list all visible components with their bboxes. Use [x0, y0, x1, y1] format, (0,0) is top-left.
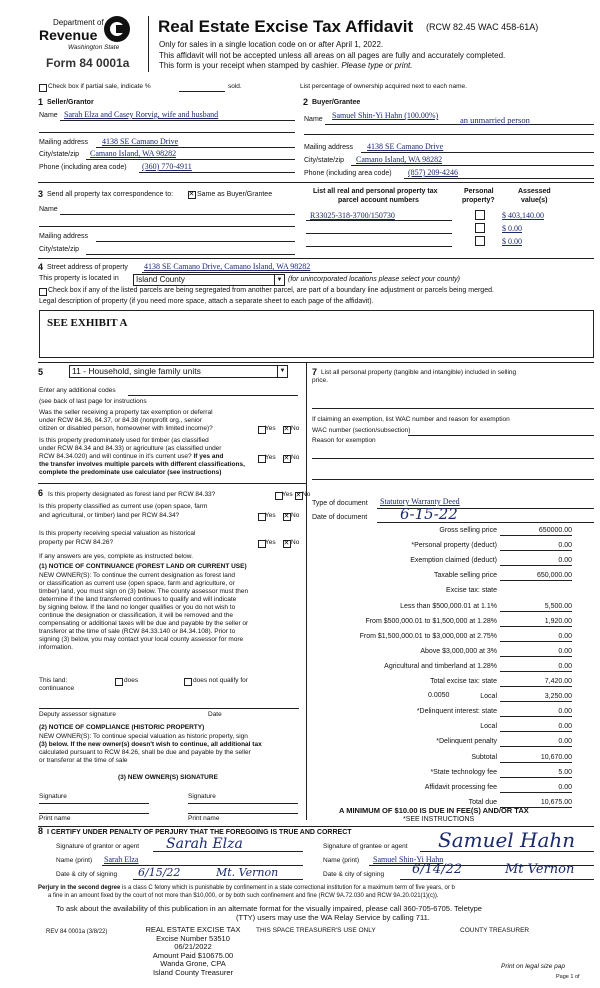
buyer-mail-line	[361, 152, 594, 153]
stamp-line: Wanda Grone, CPA	[160, 959, 226, 968]
tax-row-label: Total due	[468, 799, 497, 806]
section-7-number: 7	[312, 367, 318, 377]
page-number: Page 1 of	[556, 974, 580, 980]
exemption-no-label: No	[291, 425, 300, 432]
notice-compliance-line: (3) below. If the new owner(s) doesn't wish to continue, all additional tax	[39, 741, 262, 748]
add-codes-label: Enter any additional codes	[39, 387, 116, 394]
seller-name-label: Name	[39, 112, 58, 119]
section-2-number: 2	[303, 97, 309, 107]
partial-pct-field[interactable]	[179, 91, 225, 92]
street-line	[142, 272, 372, 273]
tax-row-line	[500, 641, 572, 642]
revision-label: REV 84 0001a (3/8/22)	[46, 929, 108, 935]
owner-print-label-1: Print name	[39, 815, 71, 822]
correspondence-label: Send all property tax correspondence to:	[47, 191, 174, 198]
exemption-q2: under RCW 84.36, 84.37, or 84.38 (nonprofit org., senior	[39, 417, 202, 424]
tax-row-label: Taxable selling price	[433, 572, 497, 579]
chevron-down-icon[interactable]: ▼	[277, 366, 287, 377]
corr-city-field[interactable]	[86, 254, 295, 255]
grantee-signature[interactable]: Samuel Hahn	[438, 828, 576, 852]
notice-compliance-line: or transferor at the time of sale	[39, 757, 128, 764]
deputy-date-label: Date	[208, 711, 222, 718]
doc-date-field[interactable]: 6-15-22	[400, 505, 458, 523]
historic-no-checkbox[interactable]	[283, 540, 291, 548]
does-label: does	[124, 677, 139, 684]
subtitle-1: Only for sales in a single location code on or after April 1, 2022.	[159, 40, 384, 49]
tax-row-value[interactable]: 5.00	[558, 769, 572, 776]
doc-type-label: Type of document	[312, 500, 368, 507]
buyer-name-field-2[interactable]: an unmarried person	[460, 115, 530, 125]
owner-print-label-2: Print name	[188, 815, 220, 822]
grantee-date-field[interactable]: 6/14/22	[412, 862, 463, 877]
forest-no-label: No	[302, 491, 311, 498]
parcel-number-3[interactable]	[306, 246, 452, 247]
historic-no-label: No	[291, 539, 300, 546]
title-rcw: (RCW 82.45 WAC 458-61A)	[426, 22, 539, 32]
does-qualify-checkbox[interactable]	[115, 678, 123, 686]
deputy-signature-field[interactable]	[39, 708, 299, 709]
perjury-line-1: Perjury in the second degree is a class C felony which is punishable by confinement in a state correctional institution for a maximum term of five years, or b	[38, 885, 455, 891]
tax-row-label: Exemption claimed (deduct)	[410, 557, 497, 564]
tax-row-line	[500, 550, 572, 551]
notice-continuance-line: continue the designation or classification, it will be removed and the	[39, 612, 234, 619]
historic-q1: Is this property receiving special valuation as historical	[39, 530, 196, 537]
historic-q2: property per RCW 84.26?	[39, 539, 114, 546]
owner-signature-field-2[interactable]	[188, 803, 298, 804]
doc-date-label: Date of document	[312, 514, 368, 521]
notice-continuance-line: compensating or additional taxes will be due and payable by the seller or	[39, 620, 249, 627]
tax-row-label: Subtotal	[471, 754, 497, 761]
corr-mail-field[interactable]	[96, 241, 295, 242]
personal-col-header-1: Personal	[464, 188, 494, 195]
treasurer-use-only: THIS SPACE TREASURER'S USE ONLY	[256, 927, 376, 934]
parcel-line-1	[306, 220, 452, 221]
subtitle-3: This form is your receipt when stamped by cashier. Please type or print.	[159, 61, 413, 70]
local-rate[interactable]: 0.0050	[428, 692, 450, 699]
timber-yes-label: Yes	[265, 454, 276, 461]
tax-row-line	[500, 656, 572, 657]
use-code-value: 11 - Household, single family units	[72, 366, 201, 376]
add-codes-field[interactable]	[128, 395, 298, 396]
tax-row-line	[500, 701, 572, 702]
exemption-claim-label: If claiming an exemption, list WAC number and reason for exemption	[312, 416, 510, 423]
buyer-name-field[interactable]: Samuel Shin-Yi Hahn (100.00%)	[332, 111, 439, 120]
buyer-phone-line	[404, 178, 594, 179]
grantee-signature-label: Signature of grantee or agent	[323, 843, 408, 850]
grantor-signature[interactable]: Sarah Elza	[166, 836, 243, 852]
section-5-number: 5	[38, 367, 44, 377]
legal-description-text: SEE EXHIBIT A	[47, 317, 128, 329]
page-title: Real Estate Excise Tax Affidavit	[158, 17, 414, 36]
grantor-print-label: Name (print)	[56, 857, 93, 864]
divider-4	[38, 826, 594, 827]
partial-sold-label: sold.	[228, 83, 242, 90]
new-owner-signature-title: (3) NEW OWNER(S) SIGNATURE	[118, 774, 218, 781]
tax-row-label: Excise tax: state	[446, 587, 497, 594]
timber-no-checkbox[interactable]	[283, 455, 291, 463]
tax-row-value[interactable]: 650,000.00	[536, 572, 572, 579]
assessed-col-header-1: Assessed	[518, 188, 551, 195]
assessed-value-2[interactable]: $ 0.00	[502, 224, 522, 233]
corr-mail-label: Mailing address	[39, 233, 89, 240]
divider-5-6	[38, 483, 306, 484]
tax-row-value[interactable]: 650000.00	[538, 527, 572, 534]
certify-statement: I CERTIFY UNDER PENALTY OF PERJURY THAT THE FOREGOING IS TRUE AND CORRECT	[47, 829, 352, 836]
parcel-col-header-2: parcel account numbers	[338, 197, 419, 204]
tax-row-line	[500, 626, 572, 627]
seller-name-line	[60, 120, 295, 121]
wac-label: WAC number (section/subsection)	[312, 427, 411, 434]
tax-row-value[interactable]: 10,670.00	[540, 754, 572, 761]
this-land-label: This land:	[39, 677, 68, 684]
segregated-label: Check box if any of the listed parcels are being segregated from another parcel, are part of a boundary line adjustment or parcels being merged.	[48, 287, 494, 294]
personal-property-checkbox-1[interactable]	[475, 210, 485, 220]
current-use-q1: Is this property classified as current use (open space, farm	[39, 503, 208, 510]
corr-name-line-2[interactable]	[39, 226, 295, 227]
assessed-value-1[interactable]: $ 403,140.00	[502, 211, 544, 220]
form-number: Form 84 0001a	[46, 56, 130, 70]
grantor-date-label: Date & city of signing	[56, 871, 118, 878]
same-as-buyer-label: Same as Buyer/Grantee	[197, 191, 273, 198]
tax-row-value[interactable]: 10,675.00	[540, 799, 572, 806]
seller-phone-label: Phone (including area code)	[39, 164, 127, 171]
buyer-name-label: Name	[304, 116, 323, 123]
wac-field[interactable]	[408, 435, 594, 436]
grantor-print-field[interactable]: Sarah Elza	[104, 855, 139, 864]
notice-continuance-line: signing (3) below, you may contact your local county assessor for more	[39, 636, 244, 643]
tax-row-label: Less than $500,000.01 at 1.1%	[400, 603, 497, 610]
seller-name-line-2	[39, 132, 295, 133]
county-select-value: Island County	[136, 275, 185, 284]
buyer-mail-label: Mailing address	[304, 144, 354, 151]
assessed-value-3[interactable]: $ 0.00	[502, 237, 522, 246]
legal-paper-note: Print on legal size pap	[501, 963, 565, 970]
grantor-date-field[interactable]: 6/15/22	[138, 866, 181, 879]
notice-continuance-line: timber) land, you must sign on (3) below. The county assessor must then	[39, 588, 249, 595]
current-use-no-checkbox[interactable]	[283, 513, 291, 521]
grantor-city-field[interactable]: Mt. Vernon	[216, 866, 279, 879]
notice-compliance-line: NEW OWNER(S): To continue special valuation as historic property, sign	[39, 733, 248, 740]
reason-field-2[interactable]	[312, 479, 594, 480]
chevron-down-icon[interactable]: ▼	[274, 275, 284, 285]
tax-row-label: Total excise tax: state	[430, 678, 497, 685]
stamp-line: Excise Number 53510	[156, 933, 230, 943]
partial-sale-checkbox[interactable]	[39, 84, 47, 92]
stamp-line: Island County Treasurer	[152, 967, 234, 977]
reason-label: Reason for exemption	[312, 437, 376, 444]
timber-no-label: No	[291, 454, 300, 461]
tax-row-line	[500, 580, 572, 581]
buyer-phone-field[interactable]: (857) 209-4246	[408, 168, 458, 177]
parcel-number-1[interactable]: R33025-318-3700/150730	[310, 211, 395, 220]
timber-q4: the transfer involves multiple parcels with different classifications,	[39, 461, 245, 468]
dept-name: Revenue	[39, 27, 98, 43]
if-yes-note: If any answers are yes, complete as instructed below.	[39, 553, 193, 560]
timber-q3: RCW 84.34.020) and will continue in it's current use? If yes and	[39, 453, 224, 460]
divider-1	[38, 182, 594, 183]
tax-row-value[interactable]: 0.00	[558, 784, 572, 791]
section-3-number: 3	[38, 189, 44, 199]
parcel-col-header-1: List all real and personal property tax	[313, 188, 438, 195]
tax-row-label: Affidavit processing fee	[424, 784, 497, 791]
continuance-label: continuance	[39, 685, 75, 692]
subtitle-2: This affidavit will not be accepted unless all areas on all pages are fully and accurately completed.	[159, 51, 506, 60]
personal-property-checkbox-2[interactable]	[475, 223, 485, 233]
section-1-number: 1	[38, 97, 44, 107]
divider-2	[38, 258, 594, 259]
dept-state: Washington State	[68, 44, 120, 51]
tax-row-label: From $1,500,000.01 to $3,000,000 at 2.75%	[359, 633, 497, 640]
divider-3	[38, 362, 594, 363]
owner-print-field-1[interactable]	[39, 813, 149, 814]
tax-row-label: *Personal property (deduct)	[411, 542, 497, 549]
tax-row-line	[500, 731, 572, 732]
see-back-label: (see back of last page for instructions	[39, 398, 147, 405]
tax-row-value[interactable]: 3,250.00	[544, 693, 572, 700]
tax-row-value[interactable]: 1,920.00	[544, 618, 572, 625]
tax-row-label: Local	[480, 693, 497, 700]
legal-description-label: Legal description of property (if you need more space, attach a separate sheet to each page of the affidavit).	[39, 298, 374, 305]
column-divider	[306, 362, 307, 820]
tax-row-value[interactable]: 0.00	[558, 648, 572, 655]
notice-continuance-title: (1) NOTICE OF CONTINUANCE (FOREST LAND OR CURRENT USE)	[39, 563, 247, 570]
exemption-no-checkbox[interactable]	[283, 426, 291, 434]
tax-row-value[interactable]: 7,420.00	[544, 678, 572, 685]
tax-row-value[interactable]: 0.00	[558, 663, 572, 670]
tax-row-value[interactable]: 0.00	[558, 557, 572, 564]
current-use-q2: and agricultural, or timber) land per RCW 84.34?	[39, 512, 180, 519]
tax-row-value[interactable]: 0.00	[558, 633, 572, 640]
partial-sale-label: Check box if partial sale, indicate %	[48, 83, 151, 90]
personal-property-checkbox-3[interactable]	[475, 236, 485, 246]
seller-heading: Seller/Grantor	[47, 99, 94, 106]
seller-city-line	[86, 159, 295, 160]
county-note: (for unincorporated locations please select your county)	[288, 276, 460, 283]
seller-name-field[interactable]: Sarah Elza and Casey Rorvig, wife and husband	[64, 110, 219, 119]
forest-yes-label: Yes	[282, 491, 293, 498]
legal-description-box[interactable]	[39, 310, 594, 358]
historic-yes-label: Yes	[265, 539, 276, 546]
corr-name-label: Name	[39, 206, 58, 213]
notice-continuance-line: NEW OWNER(S): To continue the current designation as forest land	[39, 572, 236, 579]
personal-property-label-2: price.	[312, 377, 328, 384]
notice-compliance-line: calculated pursuant to RCW 84.26, shall be due and payable by the seller	[39, 749, 251, 756]
tax-row-label: *State technology fee	[430, 769, 497, 776]
seller-mail-field[interactable]: 4138 SE Camano Drive	[102, 137, 179, 146]
does-not-label: does not qualify for	[193, 677, 248, 684]
section-4-number: 4	[38, 262, 44, 272]
owner-print-field-2[interactable]	[188, 813, 298, 814]
section-6-number: 6	[38, 488, 44, 498]
tax-row-line	[500, 565, 572, 566]
grantor-date-line	[133, 879, 303, 880]
ownership-note: List percentage of ownership acquired next to each name.	[300, 83, 467, 90]
buyer-phone-label: Phone (including area code)	[304, 170, 392, 177]
tax-row-value[interactable]: 0.00	[558, 708, 572, 715]
tax-row-label: Above $3,000,000 at 3%	[420, 648, 497, 655]
notice-continuance-line: transferor at the time of sale (RCW 84.33.140 or 84.34.108). Prior to	[39, 628, 236, 635]
parcel-number-2[interactable]	[306, 233, 452, 234]
notice-continuance-line: determine if the land transferred continues to qualify and will indicate	[39, 596, 237, 603]
tax-row-label: Agricultural and timberland at 1.28%	[384, 663, 497, 670]
tax-row-line	[500, 716, 572, 717]
seller-mail-label: Mailing address	[39, 139, 89, 146]
personal-property-field[interactable]	[312, 408, 594, 409]
owner-signature-label-1: Signature	[39, 793, 67, 800]
notice-continuance-line: information.	[39, 644, 73, 651]
availability-line-2: (TTY) users may use the WA Relay Service by calling 711.	[236, 913, 430, 922]
header-divider	[148, 16, 149, 72]
county-treasurer-label: COUNTY TREASURER	[460, 927, 530, 934]
notice-continuance-line: by signing below. If the land no longer qualifies or you do not wish to	[39, 604, 236, 611]
current-use-no-label: No	[291, 512, 300, 519]
grantee-print-label: Name (print)	[323, 857, 360, 864]
tax-row-label: *Delinquent interest: state	[416, 708, 497, 715]
tax-row-line	[500, 611, 572, 612]
tax-row-value[interactable]: 0.00	[558, 542, 572, 549]
buyer-city-line	[351, 165, 594, 166]
buyer-heading: Buyer/Grantee	[312, 99, 361, 106]
tax-row-value[interactable]: 0.00	[558, 738, 572, 745]
stamp-line: 06/21/2022	[174, 942, 212, 951]
street-label: Street address of property	[47, 264, 128, 271]
tax-row-value[interactable]: 0.00	[558, 723, 572, 730]
tax-row-label: Gross selling price	[439, 527, 497, 534]
grantee-date-line	[400, 879, 594, 880]
seller-city-field[interactable]: Camano Island, WA 98282	[90, 149, 177, 158]
does-not-qualify-checkbox[interactable]	[184, 678, 192, 686]
seller-phone-field[interactable]: (360) 770-4911	[142, 162, 192, 171]
exemption-yes-label: Yes	[265, 425, 276, 432]
timber-q2: under RCW 84.34 and 84.33) or agriculture (as classified under	[39, 445, 222, 452]
grantee-city-field[interactable]: Mt Vernon	[505, 862, 575, 877]
grantor-signature-label: Signature of grantor or agent	[56, 843, 140, 850]
forest-question: Is this property designated as forest land per RCW 84.33?	[48, 491, 216, 498]
buyer-mail-field[interactable]: 4138 SE Camano Drive	[367, 142, 444, 151]
stamp-line: REAL ESTATE EXCISE TAX	[145, 925, 241, 934]
notice-continuance-line: or classification as current use (open space, farm and agriculture, or	[39, 580, 235, 587]
exemption-q3: citizen or disabled person, homeowner with limited income)?	[39, 425, 213, 432]
doc-type-field[interactable]: Statutory Warranty Deed	[380, 497, 460, 506]
minimum-fee-note: A MINIMUM OF $10.00 IS DUE IN FEE(S) AND/OR TAX	[339, 806, 529, 815]
use-code-select[interactable]	[69, 365, 288, 378]
personal-property-label: List all personal property (tangible and intangible) included in selling	[321, 369, 517, 376]
owner-signature-label-2: Signature	[188, 793, 216, 800]
current-use-yes-label: Yes	[265, 512, 276, 519]
grantee-date-label: Date & city of signing	[323, 871, 385, 878]
availability-line-1: To ask about the availability of this publication in an alternate format for the visually impaired, please call 360-705-6705. Teletype	[56, 904, 482, 913]
personal-col-header-2: property?	[462, 197, 495, 204]
tax-row-line	[500, 792, 572, 793]
county-select[interactable]	[133, 274, 285, 286]
tax-row-value[interactable]: 5,500.00	[544, 603, 572, 610]
seller-phone-line	[139, 172, 295, 173]
tax-row-line	[500, 746, 572, 747]
tax-row-line	[500, 777, 572, 778]
section-8-number: 8	[38, 826, 44, 836]
seller-city-label: City/state/zip	[39, 151, 80, 158]
corr-name-field[interactable]	[60, 214, 295, 215]
same-as-buyer-checkbox[interactable]	[188, 191, 196, 199]
treasurer-stamp	[130, 926, 256, 977]
assessed-col-header-2: value(s)	[521, 197, 548, 204]
dor-logo-icon	[104, 16, 130, 42]
notice-compliance-title: (2) NOTICE OF COMPLIANCE (HISTORIC PROPERTY)	[39, 724, 205, 731]
deputy-signature-label: Deputy assessor signature	[39, 711, 116, 718]
perjury-line-2: a fine in an amount fixed by the court of not more than $10,000, or by both such confinement and fine (RCW 9A.72.030 and RCW 9A.20.021(1)(c)).	[48, 893, 439, 899]
reason-field[interactable]	[312, 458, 594, 459]
dept-label: Department of	[53, 18, 104, 27]
see-instructions-note: *SEE INSTRUCTIONS	[403, 816, 475, 823]
buyer-city-field[interactable]: Camano Island, WA 98282	[356, 155, 443, 164]
buyer-name-line-2	[304, 134, 594, 135]
seller-mail-line	[96, 147, 295, 148]
segregated-checkbox[interactable]	[39, 288, 47, 296]
buyer-city-label: City/state/zip	[304, 157, 345, 164]
owner-signature-field-1[interactable]	[39, 803, 149, 804]
tax-row-line	[500, 686, 572, 687]
corr-city-label: City/state/zip	[39, 246, 80, 253]
grantee-print-field[interactable]: Samuel Shin-Yi Hahn	[373, 855, 444, 864]
tax-row-line	[500, 535, 572, 536]
timber-q5: complete the predominate use calculator (see instructions)	[39, 469, 222, 476]
timber-q1: Is this property predominately used for timber (as classified	[39, 437, 209, 444]
tax-row-label: Local	[480, 723, 497, 730]
located-label: This property is located in	[39, 275, 119, 282]
stamp-line: Amount Paid $10675.00	[152, 950, 234, 960]
tax-row-label: *Delinquent penalty	[436, 738, 497, 745]
exemption-q1: Was the seller receiving a property tax exemption or deferral	[39, 409, 213, 416]
tax-row-label: From $500,000.01 to $1,500,000 at 1.28%	[365, 618, 497, 625]
tax-row-line	[500, 671, 572, 672]
tax-row-line	[500, 762, 572, 763]
street-field[interactable]: 4138 SE Camano Drive, Camano Island, WA 98282	[144, 262, 311, 271]
